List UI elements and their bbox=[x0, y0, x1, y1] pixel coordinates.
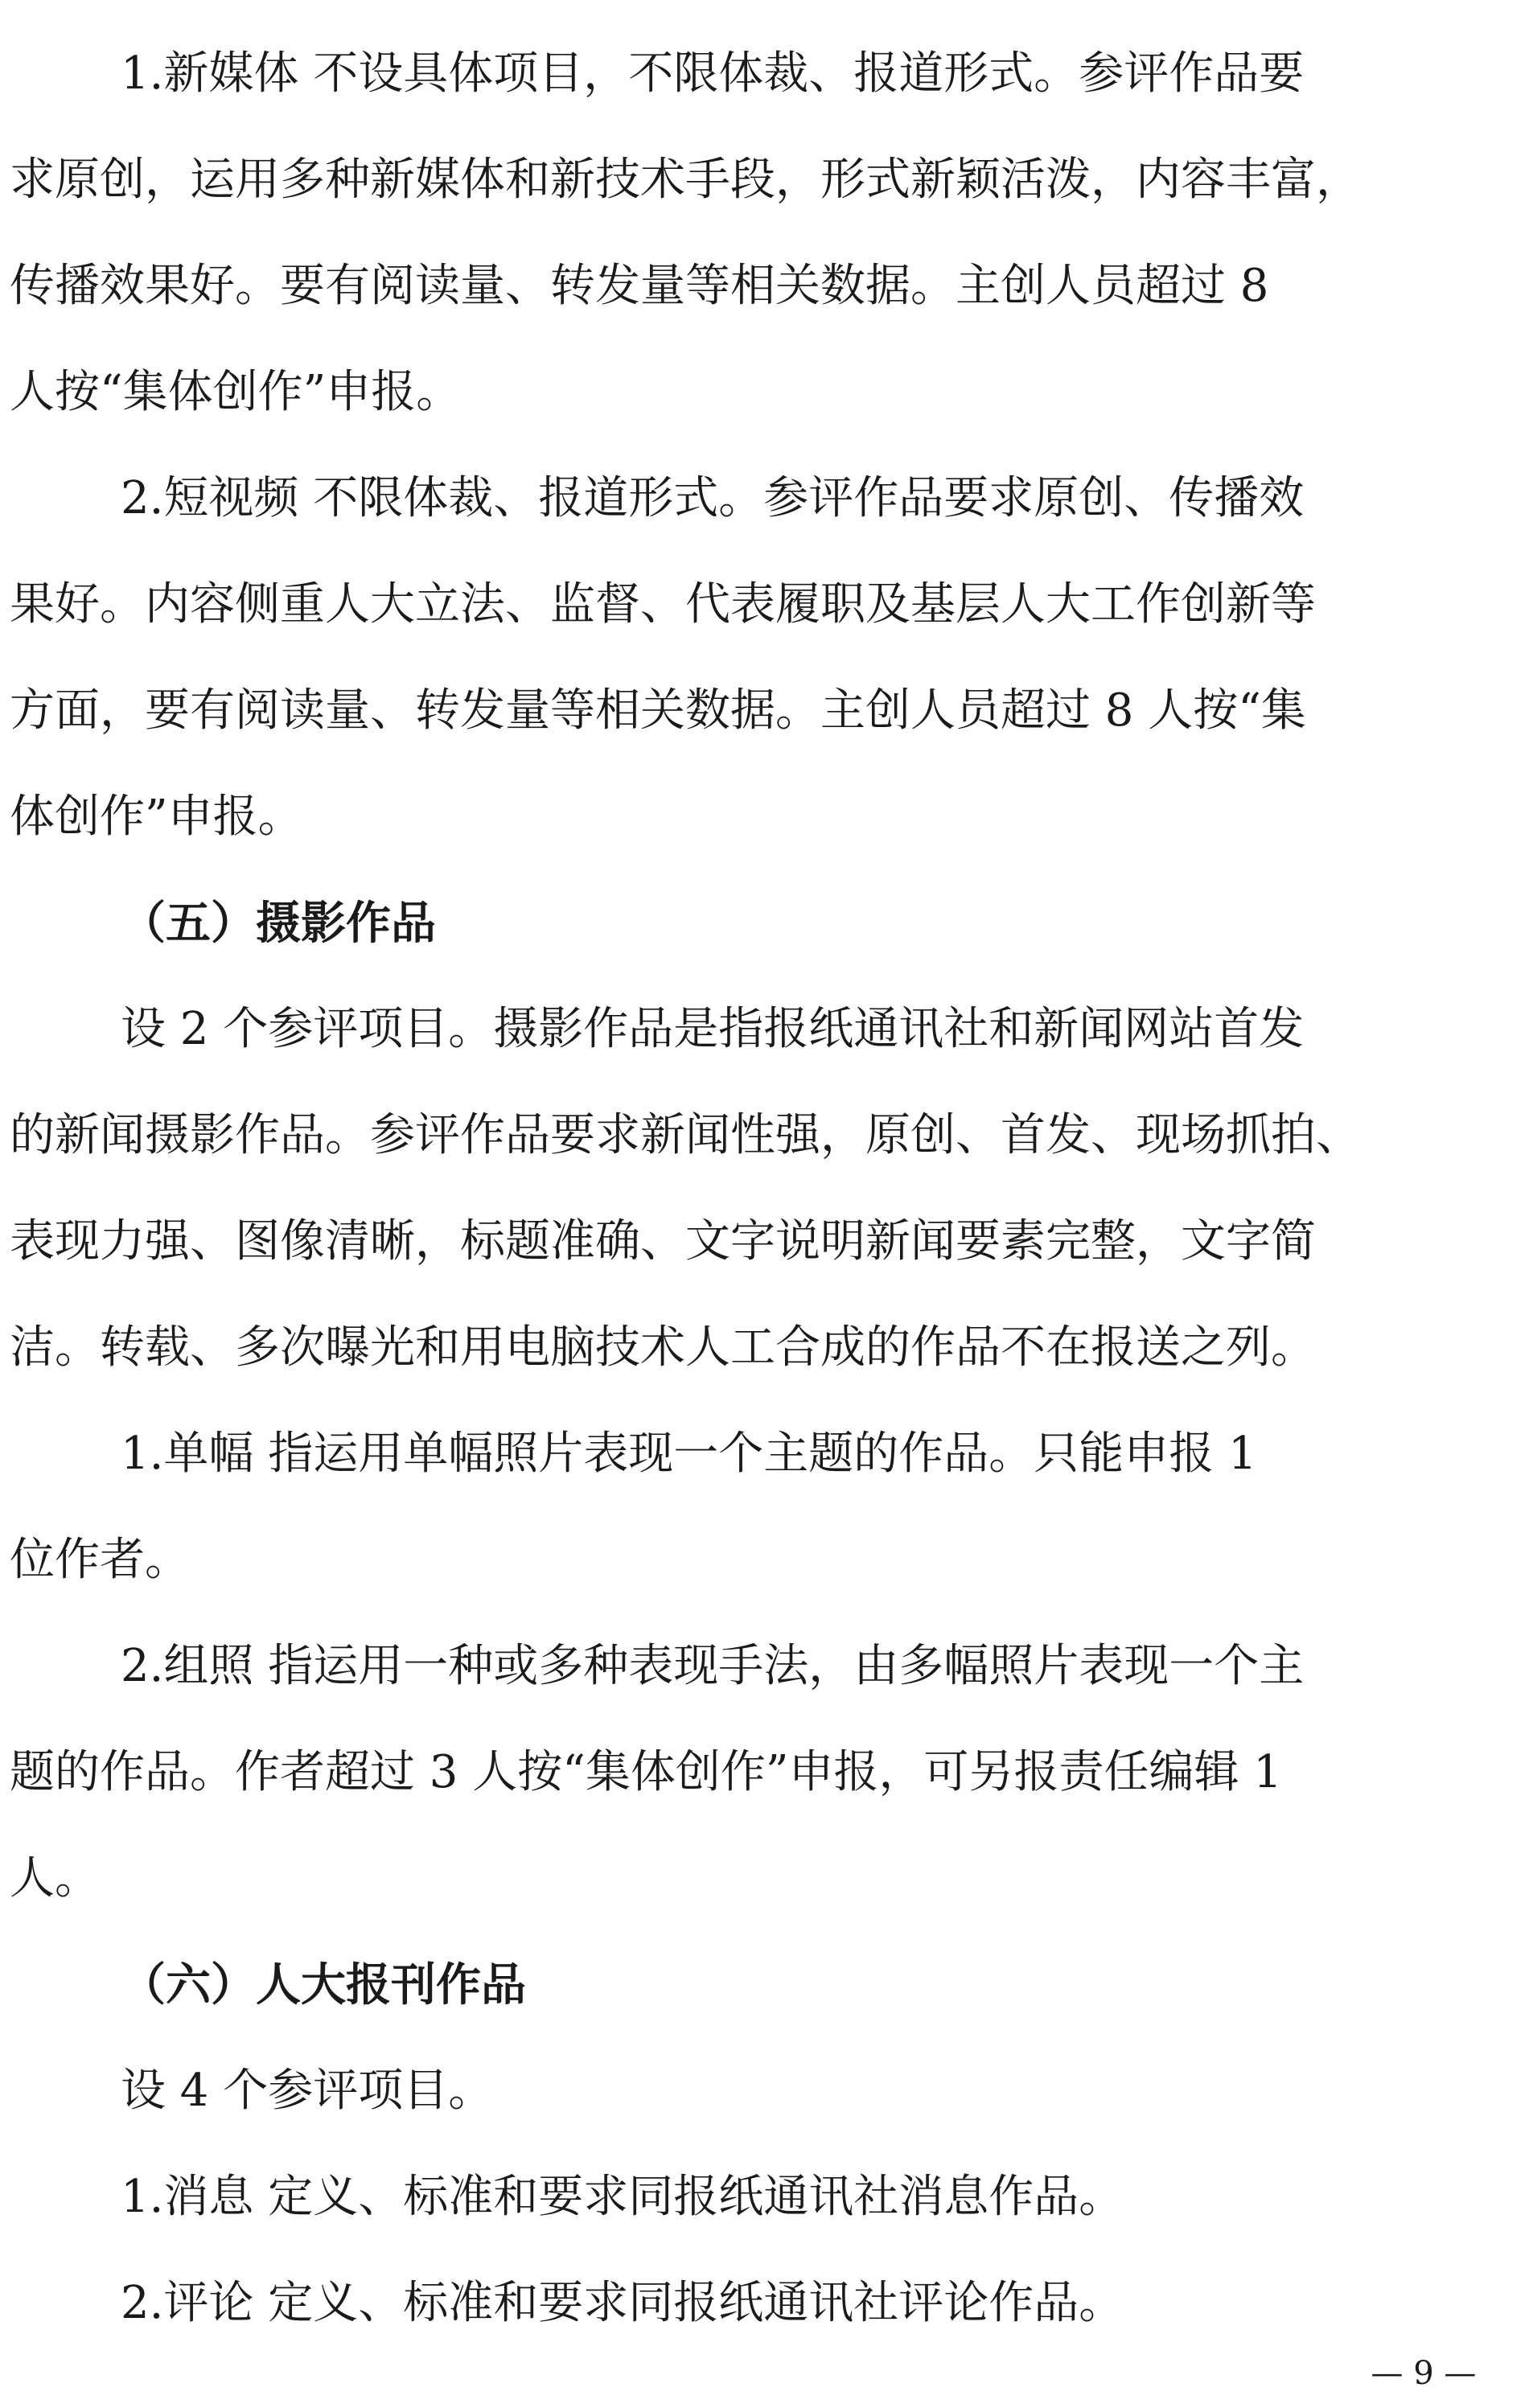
paragraph-single-photo-line-2: 位作者。 bbox=[10, 1534, 190, 1586]
paragraph-photography-line-1: 设 2 个参评项目。摄影作品是指报纸通讯社和新闻网站首发 bbox=[121, 1003, 1305, 1055]
paragraph-short-video-line-4: 体创作”申报。 bbox=[10, 791, 303, 843]
paragraph-short-video-line-2: 果好。内容侧重人大立法、监督、代表履职及基层人大工作创新等 bbox=[10, 578, 1316, 631]
paragraph-photo-set-line-1: 2.组照 指运用一种或多种表现手法，由多幅照片表现一个主 bbox=[121, 1640, 1305, 1692]
paragraph-new-media-line-1: 1.新媒体 不设具体项目，不限体裁、报道形式。参评作品要 bbox=[121, 47, 1305, 100]
paragraph-new-media-line-2: 求原创，运用多种新媒体和新技术手段，形式新颖活泼，内容丰富， bbox=[10, 154, 1361, 206]
paragraph-photography-line-2: 的新闻摄影作品。参评作品要求新闻性强，原创、首发、现场抓拍、 bbox=[10, 1109, 1361, 1161]
paragraph-short-video-line-3: 方面，要有阅读量、转发量等相关数据。主创人员超过 8 人按“集 bbox=[10, 684, 1306, 737]
section-heading-npc-publications: （六）人大报刊作品 bbox=[121, 1958, 526, 2011]
paragraph-single-photo-line-1: 1.单幅 指运用单幅照片表现一个主题的作品。只能申报 1 bbox=[121, 1428, 1257, 1480]
paragraph-photography-line-3: 表现力强、图像清晰，标题准确、文字说明新闻要素完整，文字简 bbox=[10, 1215, 1316, 1268]
section-heading-photography: （五）摄影作品 bbox=[121, 897, 436, 950]
paragraph-short-video-line-1: 2.短视频 不限体裁、报道形式。参评作品要求原创、传播效 bbox=[121, 472, 1305, 524]
paragraph-new-media-line-4: 人按“集体创作”申报。 bbox=[10, 366, 462, 418]
paragraph-photo-set-line-2: 题的作品。作者超过 3 人按“集体创作”申报，可另报责任编辑 1 bbox=[10, 1746, 1282, 1798]
paragraph-photo-set-line-3: 人。 bbox=[10, 1852, 100, 1905]
paragraph-new-media-line-3: 传播效果好。要有阅读量、转发量等相关数据。主创人员超过 8 bbox=[10, 260, 1269, 312]
paragraph-photography-line-4: 洁。转载、多次曝光和用电脑技术人工合成的作品不在报送之列。 bbox=[10, 1321, 1316, 1374]
page-number: — 9 — bbox=[1371, 2355, 1477, 2392]
paragraph-news-item: 1.消息 定义、标准和要求同报纸通讯社消息作品。 bbox=[121, 2171, 1124, 2223]
paragraph-commentary-item: 2.评论 定义、标准和要求同报纸通讯社评论作品。 bbox=[121, 2277, 1124, 2329]
paragraph-npc-intro: 设 4 个参评项目。 bbox=[121, 2065, 494, 2117]
